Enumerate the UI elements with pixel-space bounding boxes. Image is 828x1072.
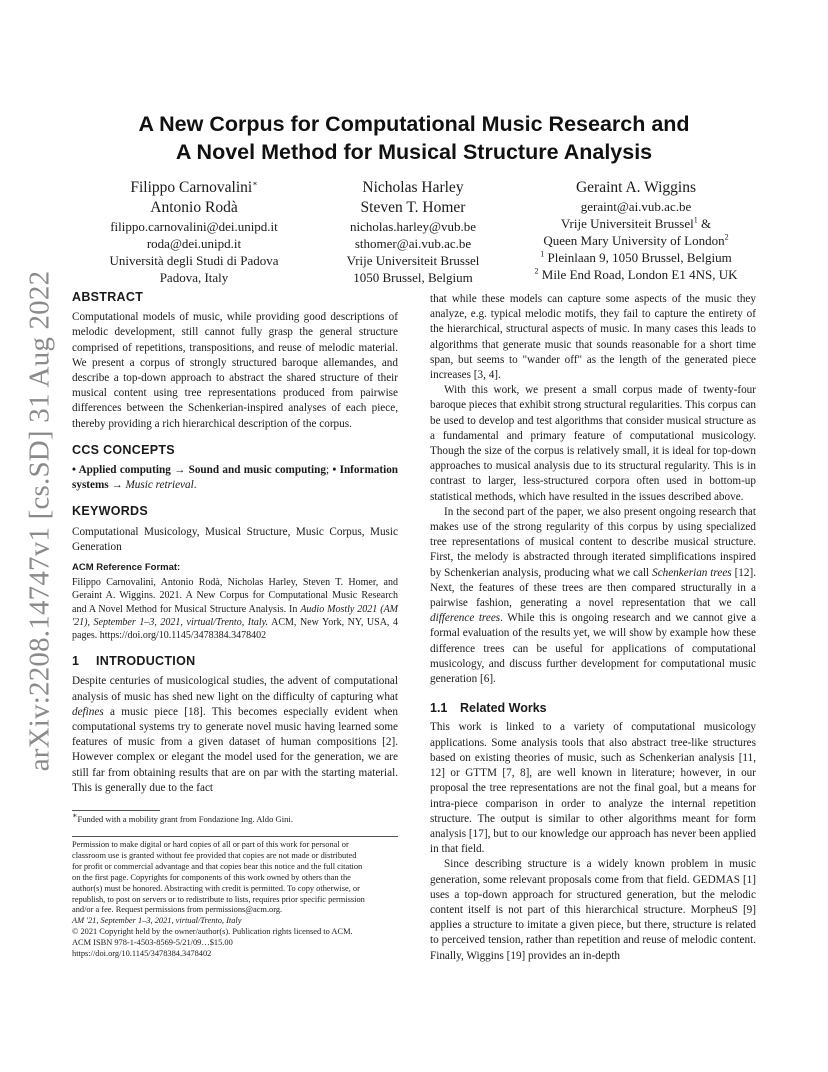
- author-affiliation: Vrije Universiteit Brussel: [346, 253, 480, 268]
- author-name: Geraint A. Wiggins: [575, 179, 697, 196]
- introduction-paragraph: Despite centuries of musicological studies, the advent of computational analysis of music has shed new light on the difficulty of capturing what defines a music piece [18]. This becomes especially evident when computational systems try to generate novel music having learned some features of music from a given dataset of human compositions [2]. However complex or elegant the model used for the generation, we are still far from obtaining results that are on par with the starting material. This is generally due to the fact: [72, 675, 398, 794]
- abstract-text: Computational models of music, while providing good descriptions of melodic development, still cannot fully grasp the general structure comprised of repetitions, transpositions, and reuse of melodic material. We present a corpus of strongly structured baroque allemandes, and describe a top-down approach to abstract the shared structure of their musical content using tree representations produced from pairwise differences between the Schenkerian-inspired analyses of each piece, thereby providing a rich hierarchical description of the corpus.: [72, 311, 398, 430]
- abstract-section: [72, 290, 398, 432]
- author-name: Nicholas Harley: [362, 179, 464, 196]
- acm-reference-heading: ACM Reference Format:: [72, 562, 181, 574]
- arxiv-identifier: arXiv:2208.14747v1 [cs.SD] 31 Aug 2022: [23, 270, 56, 772]
- permission-notice: [72, 840, 398, 960]
- author-name: Filippo Carnovalini∗: [130, 178, 258, 196]
- copyright-line: © 2021 Copyright held by the owner/author(s). Publication rights licensed to ACM.: [72, 927, 353, 937]
- footnote-divider: [72, 810, 160, 811]
- body-paragraph: that while these models can capture some aspects of the music they analyze, e.g. typical melodic motifs, they fail to capture the entirety of the hierarchical, structural aspects of music. In many cases this leads to algorithms that generate music that sounds reasonable for a short time span, but seems to "wander off" as the length of the generated piece increases [3, 4].: [430, 293, 756, 382]
- author-email: roda@dei.unipd.it: [146, 236, 242, 251]
- author-email: filippo.carnovalini@dei.unipd.it: [110, 219, 278, 234]
- introduction-heading: 1 INTRODUCTION: [72, 654, 196, 669]
- author-name: Steven T. Homer: [360, 199, 466, 216]
- author-affiliation: Queen Mary University of London$^2$: [543, 232, 729, 248]
- left-column: [72, 290, 398, 796]
- author-location: 1050 Brussel, Belgium: [353, 270, 473, 285]
- keywords-section: [72, 504, 398, 555]
- title-line-1: A New Corpus for Computational Music Research and: [138, 112, 690, 136]
- author-address: $^1$ Pleinlaan 9, 1050 Brussel, Belgium: [540, 249, 732, 265]
- author-email: nicholas.harley@vub.be: [349, 219, 477, 234]
- conference-line: AM '21, September 1–3, 2021, virtual/Trento, Italy: [72, 916, 242, 926]
- permission-line: on the first page. Copyrights for components of this work owned by others than the: [72, 872, 351, 882]
- acm-reference-format: [72, 561, 398, 642]
- permission-line: author(s) must be honored. Abstracting with credit is permitted. To copy otherwise, or: [72, 883, 360, 893]
- doi-line: https://doi.org/10.1145/3478384.3478402: [72, 949, 212, 959]
- body-paragraph: In the second part of the paper, we also present ongoing research that makes use of the strong regularity of this corpus by using specialized tree representations of musical content to describe musical structure. First, the melody is abstracted through iterated simplifications inspired by Schenkerian analysis, producing what we call Schenkerian trees [12]. Next, the features of these trees are then compared structurally in a pairwise fashion, generating a novel representation that we call difference trees. While this is ongoing research and we cannot give a formal evaluation of the results yet, we will show by example how these difference trees can be useful for applications of computational musicology, and discuss further development for computational music generation [6].: [430, 505, 757, 686]
- right-column: [430, 292, 756, 964]
- keywords-heading: KEYWORDS: [72, 504, 149, 519]
- author-affiliation: Università degli Studi di Padova: [109, 253, 279, 268]
- abstract-heading: ABSTRACT: [72, 290, 144, 304]
- title-line-2: A Novel Method for Musical Structure Analysis: [175, 140, 653, 164]
- body-paragraph: With this work, we present a small corpus made of twenty-four baroque pieces that exhibit strong structural regularities. This corpus can be used to develop and test algorithms that consider musical structure as a fundamental and primary feature of computational musicology. Though the size of the corpus is relatively small, it is ideal for top-down approaches to musical analysis due to its structural regularity. This is in contrast to larger, less-structured corpora often used in bottom-up statistical methods, which have resulted in the issues described above.: [430, 384, 756, 503]
- permission-line: classroom use is granted without fee provided that copies are not made or distributed: [72, 850, 357, 860]
- body-paragraph: Since describing structure is a widely known problem in music generation, some relevant proposals come from that field. GEDMAS [1] uses a top-down approach for structured generation, but the melodic content itself is not part of this hierarchical structure. MorpheuS [9] applies a structure to imitate a given piece, but there, structure is related to perceived tension, rather than repetition and reuse of melodic content. Finally, Wiggins [19] provides an in-depth: [430, 858, 756, 962]
- author-block-3: [520, 178, 752, 283]
- author-block-2: [318, 178, 508, 286]
- keywords-text: Computational Musicology, Musical Structure, Music Corpus, Music Generation: [72, 525, 398, 553]
- permission-line: for profit or commercial advantage and that copies bear this notice and the full citation: [72, 861, 363, 871]
- permission-line: Permission to make digital or hard copies of all or part of this work for personal or: [72, 840, 349, 849]
- arxiv-sidebar: [22, 270, 58, 772]
- isbn-line: ACM ISBN 978-1-4503-8569-5/21/09…$15.00: [72, 938, 233, 948]
- footnote-mark: ∗: [252, 178, 258, 188]
- permission-divider: [72, 836, 398, 837]
- introduction-section: [72, 654, 398, 796]
- ccs-text: • Applied computing → Sound and music computing; • Information systems → Music retrieval.: [72, 464, 399, 492]
- body-paragraph: This work is linked to a variety of computational musicology applications. Some analysis tools that also abstract tree-like structures based on existing theories of music, such as Schenkerian analysis [11, 12] or GTTM [7, 8], are well known in literature; however, in our proposal the tree representations are not the final goal, but a means for intra-piece comparison in order to analyze the internal repetition structure. The output is similar to other algorithms meant for form analysis [17], but to our knowledge our approach has never been applied in that field.: [430, 721, 756, 856]
- paper-title: [74, 110, 754, 166]
- author-name: Antonio Rodà: [150, 199, 238, 216]
- permission-line: republish, to post on servers or to redistribute to lists, requires prior specific permission: [72, 894, 365, 904]
- author-location: Padova, Italy: [159, 270, 229, 285]
- related-works-heading: 1.1 Related Works: [430, 701, 547, 716]
- author-affiliation: Vrije Universiteit Brussel$^1$ &: [560, 215, 712, 231]
- ccs-section: [72, 443, 398, 494]
- author-address: $^2$ Mile End Road, London E1 4NS, UK: [534, 266, 738, 282]
- related-works-section: [430, 701, 756, 963]
- author-email: geraint@ai.vub.ac.be: [580, 199, 692, 214]
- ccs-heading: CCS CONCEPTS: [72, 442, 175, 457]
- author-block-1: [74, 178, 314, 286]
- acm-reference-text: Filippo Carnovalini, Antonio Rodà, Nicholas Harley, Steven T. Homer, and Geraint A. Wiggins. 2021. A New Corpus for Computational Music Research and A Novel Method for Musical Structure Analysis. In Audio Mostly 2021 (AM '21), September 1–3, 2021, virtual/Trento, Italy. ACM, New York, NY, USA, 4 pages. https://doi.org/10.1145/3478384.3478402: [72, 577, 399, 642]
- funding-footnote: ∗Funded with a mobility grant from Fondazione Ing. Aldo Gini.: [72, 811, 293, 824]
- permission-line: and/or a fee. Request permissions from permissions@acm.org.: [72, 905, 283, 915]
- author-email: sthomer@ai.vub.ac.be: [354, 236, 472, 251]
